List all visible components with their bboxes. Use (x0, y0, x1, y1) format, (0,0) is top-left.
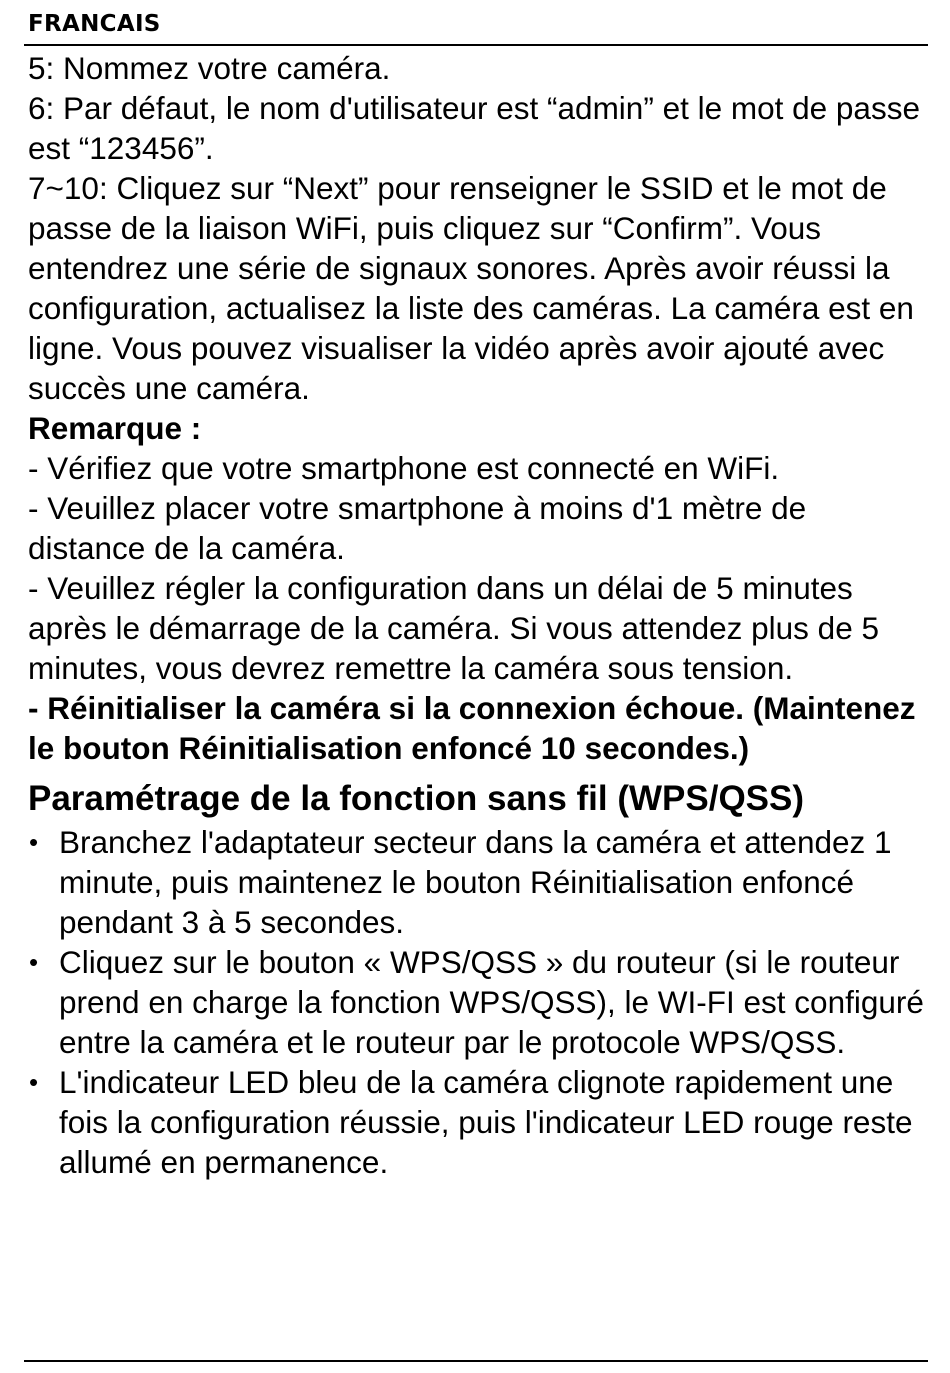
step-5-text: 5: Nommez votre caméra. (28, 50, 391, 86)
list-item-text: L'indicateur LED bleu de la caméra clignote rapidement une fois la configuration réussie, puis l'indicateur LED rouge reste allumé en permanence. (59, 1064, 913, 1180)
remark-reset-note: - Réinitialiser la caméra si la connexion échoue. (Maintenez le bouton Réinitialisation enfoncé 10 secondes.) (28, 690, 916, 766)
remark-item-distance: - Veuillez placer votre smartphone à moins d'1 mètre de distance de la caméra. (28, 490, 807, 566)
list-item-text: Cliquez sur le bouton « WPS/QSS » du routeur (si le routeur prend en charge la fonction WPS/QSS), le WI-FI est configuré entre la caméra et le routeur par le protocole WPS/QSS. (59, 944, 924, 1060)
remark-title: Remarque : (28, 410, 202, 446)
list-item (28, 822, 928, 942)
step-7-10-text: 7~10: Cliquez sur “Next” pour renseigner le SSID et le mot de passe de la liaison WiFi, puis cliquez sur “Confirm”. Vous entendrez une série de signaux sonores. Après avoir réussi la configuration, actualisez la liste des caméras. La caméra est en ligne. Vous pouvez visualiser la vidéo après avoir ajouté avec succès une caméra. (28, 170, 914, 406)
header-divider (24, 44, 928, 46)
bullet-icon: • (29, 827, 39, 857)
step-6-text: 6: Par défaut, le nom d'utilisateur est “admin” et le mot de passe est “123456”. (28, 90, 920, 166)
list-item (28, 1062, 928, 1182)
page-content (28, 48, 928, 1182)
remark-item-timing: - Veuillez régler la configuration dans un délai de 5 minutes après le démarrage de la caméra. Si vous attendez plus de 5 minutes, vous devrez remettre la caméra sous tension. (28, 570, 879, 686)
wireless-steps-list (28, 822, 928, 1182)
footer-divider (24, 1360, 928, 1362)
remark-item-wifi: - Vérifiez que votre smartphone est connecté en WiFi. (28, 450, 780, 486)
section-title-wireless: Paramétrage de la fonction sans fil (WPS/QSS) (28, 779, 805, 818)
bullet-icon: • (29, 947, 39, 977)
bullet-icon: • (29, 1067, 39, 1097)
list-item-text: Branchez l'adaptateur secteur dans la caméra et attendez 1 minute, puis maintenez le bouton Réinitialisation enfoncé pendant 3 à 5 secondes. (59, 824, 892, 940)
list-item (28, 942, 928, 1062)
language-header: FRANCAIS (28, 11, 161, 37)
